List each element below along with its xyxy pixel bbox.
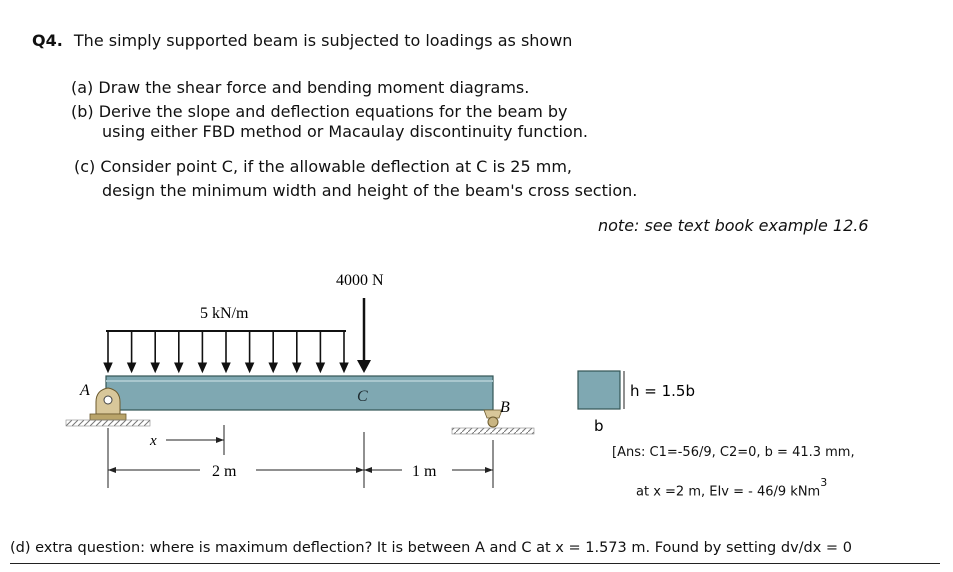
x-coordinate-label: x — [150, 433, 157, 449]
answer-line-2 — [636, 476, 828, 500]
distributed-load-label: 5 kN/m — [200, 305, 249, 322]
answer-exponent: 3 — [820, 476, 828, 489]
part-a-text: (a) Draw the shear force and bending moment diagrams. — [71, 78, 530, 97]
distributed-load-arrow-head — [104, 363, 112, 372]
point-c-label: C — [357, 388, 368, 405]
part-d-text: (d) extra question: where is maximum deflection? It is between A and C at x = 1.573 m. Found by setting dv/dx = 0 — [10, 540, 852, 556]
point-load-arrow — [357, 298, 371, 373]
distributed-load-arrows — [104, 331, 348, 372]
textbook-note: note: see text book example 12.6 — [598, 216, 869, 235]
part-b-text-2: using either FBD method or Macaulay discontinuity function. — [102, 122, 588, 141]
cross-section — [578, 371, 620, 409]
dimension-2m-label: 2 m — [212, 463, 237, 480]
distributed-load-arrow-head — [222, 363, 230, 372]
section-width-label: b — [594, 417, 604, 435]
question-title: The simply supported beam is subjected to loadings as shown — [73, 31, 573, 50]
point-a-label: A — [80, 382, 90, 399]
bottom-rule — [10, 563, 940, 564]
distributed-load-arrow-head — [151, 363, 159, 372]
distributed-load-arrow-head — [340, 363, 348, 372]
distributed-load-arrow-head — [316, 363, 324, 372]
point-load-label: 4000 N — [336, 272, 384, 289]
distributed-load-arrow-head — [293, 363, 301, 372]
part-c-text-2: design the minimum width and height of the beam's cross section. — [102, 181, 638, 200]
distributed-load-arrow-head — [246, 363, 254, 372]
question-number: Q4. — [32, 31, 63, 50]
point-b-label: B — [500, 399, 510, 416]
roller-support-b — [452, 410, 534, 434]
distributed-load-arrow-head — [175, 363, 183, 372]
distributed-load-arrow-head — [269, 363, 277, 372]
distributed-load-arrow-head — [128, 363, 136, 372]
part-b-text-1: (b) Derive the slope and deflection equations for the beam by — [71, 102, 568, 121]
answer-line-2-text: at x =2 m, EIv = - 46/9 kNm — [636, 484, 821, 500]
dimension-1m-label: 1 m — [412, 463, 437, 480]
section-height-label: h = 1.5b — [630, 382, 695, 400]
part-c-text-1: (c) Consider point C, if the allowable deflection at C is 25 mm, — [74, 157, 573, 176]
answer-line-1: [Ans: C1=-56/9, C2=0, b = 41.3 mm, — [612, 445, 855, 460]
distributed-load-arrow-head — [198, 363, 206, 372]
